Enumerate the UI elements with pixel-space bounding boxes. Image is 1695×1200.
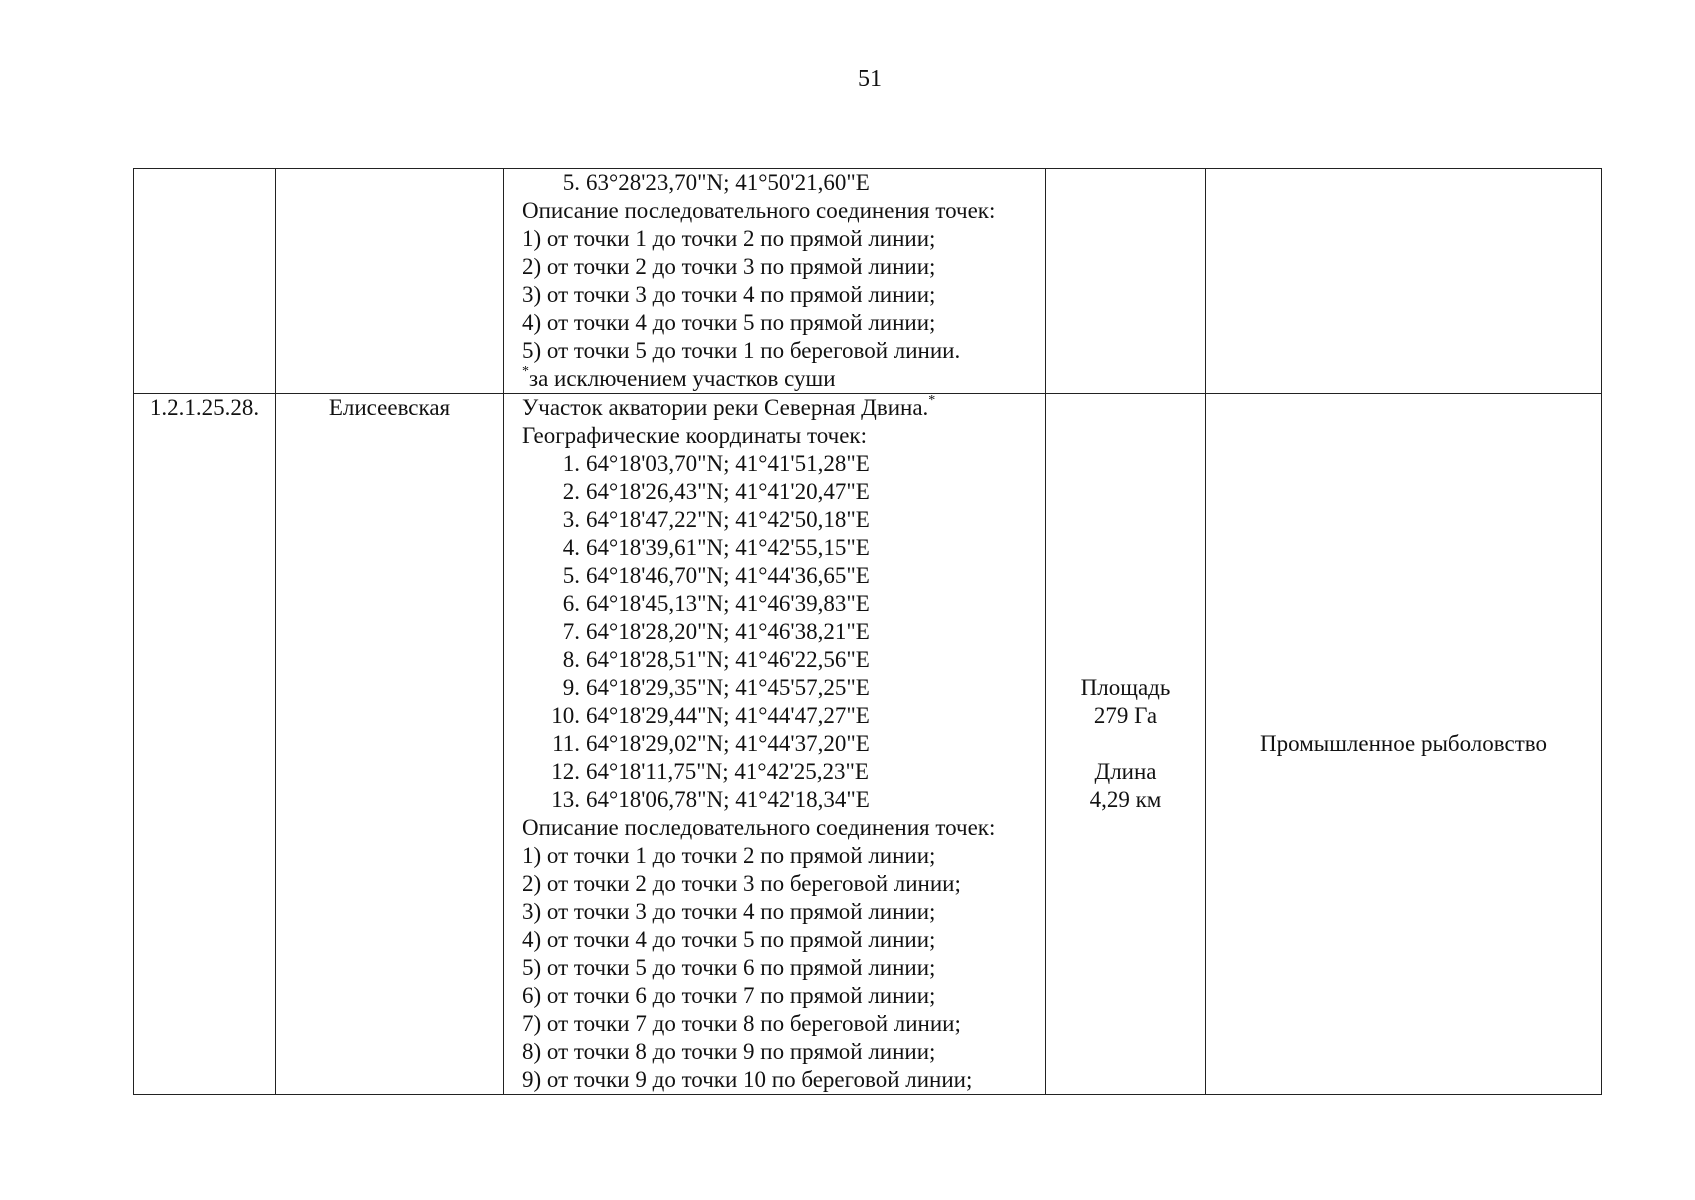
table-row-continued xyxy=(134,169,1602,394)
cell-description xyxy=(504,394,1046,1095)
connection-item: 6) от точки 6 до точки 7 по прямой линии; xyxy=(522,983,936,1008)
cell-number-empty xyxy=(134,169,276,394)
connection-item: 2) от точки 2 до точки 3 по прямой линии; xyxy=(522,254,936,279)
cell-name-empty xyxy=(276,169,504,394)
coordinate-item xyxy=(522,450,1045,478)
coordinate-index: 5. xyxy=(562,170,580,195)
coordinate-value: 64°18'03,70"N; 41°41'51,28"E xyxy=(586,451,870,476)
cell-usage: Промышленное рыболовство xyxy=(1206,394,1602,1095)
connection-item: 5) от точки 5 до точки 6 по прямой линии; xyxy=(522,955,936,980)
connection-item: 1) от точки 1 до точки 2 по прямой линии; xyxy=(522,226,936,251)
coordinate-index: 7. xyxy=(562,619,580,644)
coordinate-index: 11. xyxy=(552,731,580,756)
coordinate-item xyxy=(522,702,1045,730)
coordinate-item xyxy=(522,590,1045,618)
coordinate-item xyxy=(522,478,1045,506)
connection-item: 4) от точки 4 до точки 5 по прямой линии; xyxy=(522,310,936,335)
coordinate-value: 64°18'29,44"N; 41°44'47,27"E xyxy=(586,703,870,728)
area-value: 279 Га xyxy=(1093,703,1158,728)
coordinate-index: 1. xyxy=(562,451,580,476)
coordinate-index: 2. xyxy=(562,479,580,504)
coordinate-index: 8. xyxy=(562,647,580,672)
footnote xyxy=(522,365,1045,393)
coordinate-value: 64°18'47,22"N; 41°42'50,18"E xyxy=(586,507,870,532)
length-label: Длина xyxy=(1094,759,1157,784)
coordinate-value: 64°18'28,51"N; 41°46'22,56"E xyxy=(586,647,870,672)
coordinate-value: 64°18'06,78"N; 41°42'18,34"E xyxy=(586,787,870,812)
area-title xyxy=(522,394,1045,422)
connection-item: 4) от точки 4 до точки 5 по прямой линии; xyxy=(522,927,936,952)
coordinate-item xyxy=(522,730,1045,758)
area-label: Площадь xyxy=(1080,675,1171,700)
connection-item: 7) от точки 7 до точки 8 по береговой линии; xyxy=(522,1011,961,1036)
cell-name: Елисеевская xyxy=(276,394,504,1095)
connection-list xyxy=(522,842,1045,1094)
coordinate-item xyxy=(522,506,1045,534)
connection-title: Описание последовательного соединения точек: xyxy=(522,815,996,840)
coordinate-value: 64°18'11,75"N; 41°42'25,23"E xyxy=(586,759,869,784)
connection-item: 2) от точки 2 до точки 3 по береговой линии; xyxy=(522,871,961,896)
coordinate-value: 63°28'23,70"N; 41°50'21,60"E xyxy=(586,170,870,195)
fishing-areas-table xyxy=(133,168,1602,1095)
page-number: 51 xyxy=(858,66,882,92)
area-title-text: Участок акватории реки Северная Двина. xyxy=(522,395,929,420)
connection-item: 8) от точки 8 до точки 9 по прямой линии; xyxy=(522,1039,936,1064)
cell-size xyxy=(1046,394,1206,1095)
connection-item: 3) от точки 3 до точки 4 по прямой линии; xyxy=(522,899,936,924)
coordinate-index: 10. xyxy=(551,703,580,728)
coordinate-index: 13. xyxy=(551,787,580,812)
coordinates-title: Географические координаты точек: xyxy=(522,423,867,448)
table-row xyxy=(134,394,1602,1095)
cell-usage-empty xyxy=(1206,169,1602,394)
coordinate-value: 64°18'26,43"N; 41°41'20,47"E xyxy=(586,479,870,504)
coordinate-value: 64°18'45,13"N; 41°46'39,83"E xyxy=(586,591,870,616)
area-title-mark: * xyxy=(928,393,936,408)
coordinate-value: 64°18'39,61"N; 41°42'55,15"E xyxy=(586,535,870,560)
coordinate-value: 64°18'46,70"N; 41°44'36,65"E xyxy=(586,563,870,588)
coordinate-index: 9. xyxy=(562,675,580,700)
coordinate-list xyxy=(522,169,1045,197)
coordinate-index: 4. xyxy=(562,535,580,560)
coordinate-item xyxy=(522,674,1045,702)
coordinate-item xyxy=(522,646,1045,674)
coordinate-item xyxy=(522,758,1045,786)
cell-size-empty xyxy=(1046,169,1206,394)
coordinate-index: 6. xyxy=(562,591,580,616)
coordinate-item xyxy=(522,534,1045,562)
coordinate-item xyxy=(522,169,1045,197)
connection-list xyxy=(522,225,1045,365)
footnote-mark: * xyxy=(522,364,529,379)
connection-item: 9) от точки 9 до точки 10 по береговой линии; xyxy=(522,1067,973,1092)
coordinate-index: 3. xyxy=(562,507,580,532)
coordinate-value: 64°18'29,35"N; 41°45'57,25"E xyxy=(586,675,870,700)
coordinate-value: 64°18'29,02"N; 41°44'37,20"E xyxy=(586,731,870,756)
coordinate-item xyxy=(522,618,1045,646)
cell-number: 1.2.1.25.28. xyxy=(134,394,276,1095)
length-value: 4,29 км xyxy=(1089,787,1162,812)
footnote-text: за исключением участков суши xyxy=(529,366,836,391)
connection-item: 3) от точки 3 до точки 4 по прямой линии; xyxy=(522,282,936,307)
connection-item: 1) от точки 1 до точки 2 по прямой линии; xyxy=(522,843,936,868)
coordinate-list xyxy=(522,450,1045,814)
coordinate-value: 64°18'28,20"N; 41°46'38,21"E xyxy=(586,619,870,644)
connection-title: Описание последовательного соединения точек: xyxy=(522,198,996,223)
connection-item: 5) от точки 5 до точки 1 по береговой линии. xyxy=(522,338,961,363)
coordinate-item xyxy=(522,786,1045,814)
coordinate-index: 5. xyxy=(562,563,580,588)
cell-description-continued xyxy=(504,169,1046,394)
coordinate-item xyxy=(522,562,1045,590)
coordinate-index: 12. xyxy=(551,759,580,784)
